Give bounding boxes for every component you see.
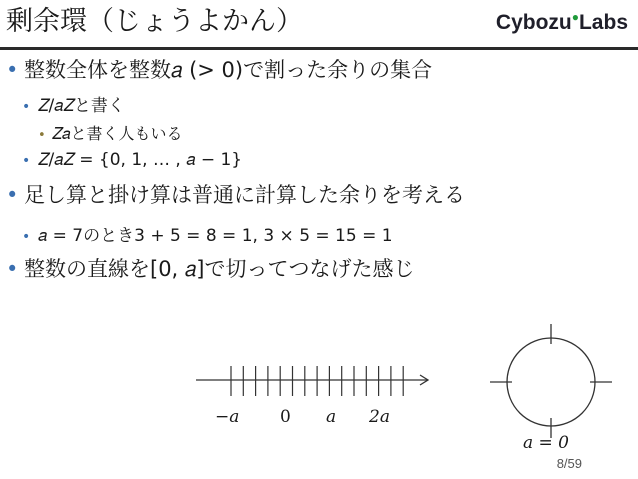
line-label-minus-a: −𝑎 bbox=[215, 407, 240, 427]
bullet-text: 足し算と掛け算は普通に計算した余りを考える bbox=[24, 183, 465, 207]
bullet-icon: • bbox=[22, 153, 31, 169]
bullet-icon: • bbox=[38, 128, 46, 143]
bullet-icon: • bbox=[6, 58, 19, 82]
slide-title: 剰余環（じょうよかん） bbox=[6, 6, 303, 37]
logo-dot-icon: ● bbox=[571, 10, 579, 24]
bullet-icon: • bbox=[22, 99, 31, 115]
line-label-zero: 0 bbox=[280, 407, 291, 427]
bullet-text: 𝑎 = 7のとき3 + 5 = 8 = 1, 3 × 5 = 15 = 1 bbox=[38, 226, 393, 246]
bullet-icon: • bbox=[6, 183, 19, 207]
bullet-text: 整数全体を整数𝑎 (> 0)で割った余りの集合 bbox=[24, 58, 433, 82]
line-label-a: 𝑎 bbox=[326, 407, 337, 427]
page-number: 8/59 bbox=[556, 456, 582, 471]
bullet-text: 𝑍𝑎と書く人もいる bbox=[52, 124, 183, 143]
bullet-icon: • bbox=[6, 257, 19, 281]
bullet-text: 整数の直線を[0, 𝑎]で切ってつなげた感じ bbox=[24, 257, 415, 281]
number-line-ticks bbox=[231, 366, 403, 396]
bullet-text: 𝑍/𝑎𝑍 = {0, 1, … , 𝑎 − 1} bbox=[38, 150, 243, 170]
residue-circle bbox=[507, 338, 595, 426]
logo-suffix: Labs bbox=[578, 11, 628, 34]
bullet-text: 𝑍/𝑎𝑍と書く bbox=[38, 96, 125, 116]
logo-text: Cybozu bbox=[495, 11, 572, 34]
circle-label: 𝑎 = 0 bbox=[523, 433, 570, 453]
line-label-2a: 2𝑎 bbox=[369, 407, 390, 427]
bullet-icon: • bbox=[22, 229, 31, 245]
